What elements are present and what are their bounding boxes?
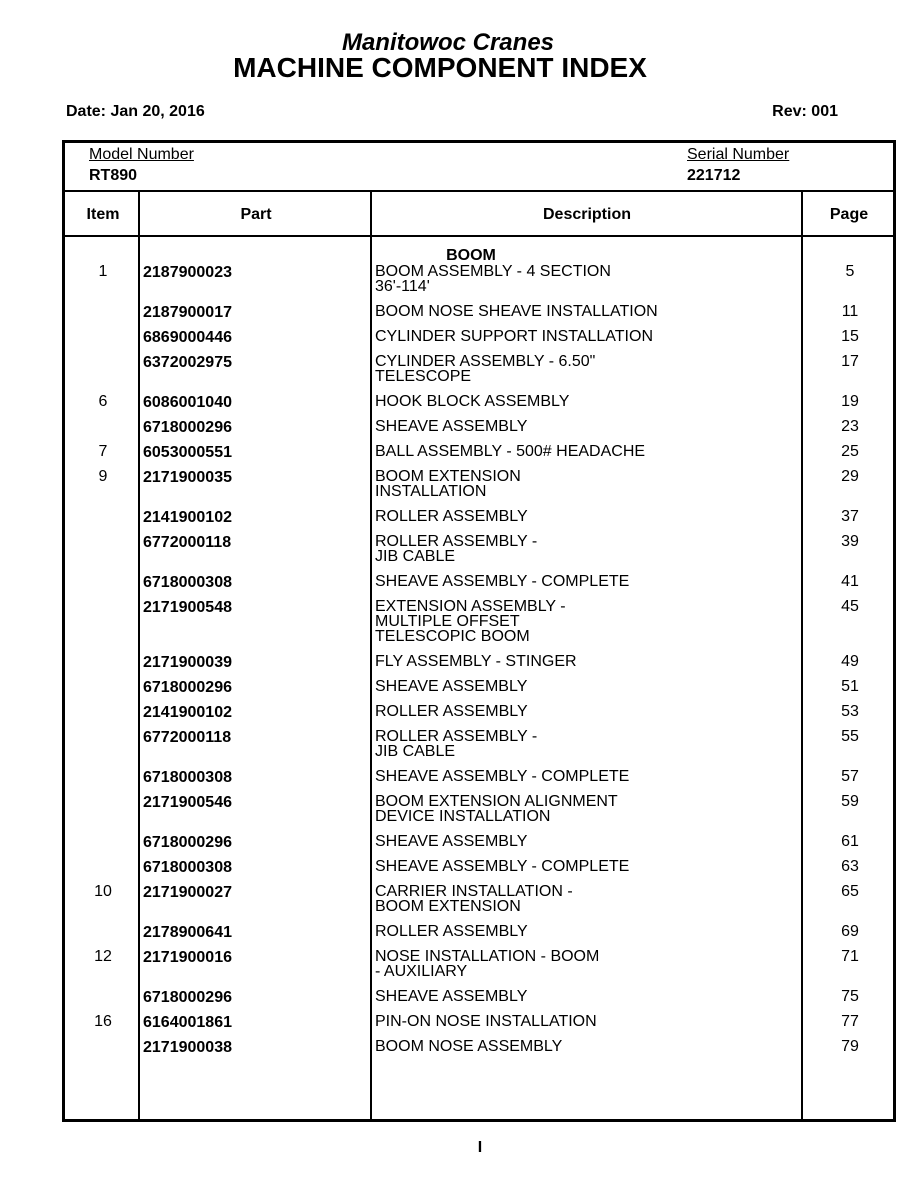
column-header-page: Page bbox=[829, 206, 869, 223]
row-item-number: 16 bbox=[94, 1013, 112, 1030]
row-description bbox=[375, 264, 795, 294]
table-row bbox=[65, 834, 893, 849]
row-page-number: 77 bbox=[841, 1013, 859, 1030]
column-header-item: Item bbox=[86, 206, 120, 223]
row-page-number: 37 bbox=[841, 508, 859, 525]
row-description-line: BALL ASSEMBLY - 500# HEADACHE bbox=[375, 443, 646, 460]
section-heading bbox=[65, 248, 893, 264]
row-description bbox=[375, 949, 795, 979]
table-row bbox=[65, 1014, 893, 1029]
row-description-line: DEVICE INSTALLATION bbox=[375, 808, 551, 825]
row-description bbox=[375, 654, 795, 669]
row-page-number: 75 bbox=[841, 988, 859, 1005]
row-description-line: HOOK BLOCK ASSEMBLY bbox=[375, 393, 570, 410]
document-title: MACHINE COMPONENT INDEX bbox=[233, 52, 647, 83]
row-description bbox=[375, 989, 795, 1004]
header-divider bbox=[65, 190, 893, 192]
table-row bbox=[65, 949, 893, 979]
row-description-line: BOOM ASSEMBLY - 4 SECTION bbox=[375, 263, 611, 280]
row-description bbox=[375, 329, 795, 344]
row-page-number: 19 bbox=[841, 393, 859, 410]
document-date: Date: Jan 20, 2016 bbox=[66, 103, 205, 120]
row-item-number: 6 bbox=[98, 393, 108, 410]
row-part-number: 6718000308 bbox=[143, 769, 232, 786]
row-description bbox=[375, 924, 795, 939]
table-row bbox=[65, 599, 893, 644]
row-description bbox=[375, 304, 795, 319]
row-part-number: 2171900546 bbox=[143, 794, 232, 811]
row-description-line: BOOM EXTENSION ALIGNMENT bbox=[375, 793, 618, 810]
table-row bbox=[65, 574, 893, 589]
row-description-line: BOOM EXTENSION bbox=[375, 468, 521, 485]
row-description-line: FLY ASSEMBLY - STINGER bbox=[375, 653, 577, 670]
model-number-label: Model Number bbox=[89, 146, 194, 163]
row-item-number: 10 bbox=[94, 883, 112, 900]
row-description-line: JIB CABLE bbox=[375, 743, 456, 760]
row-page-number: 45 bbox=[841, 598, 859, 615]
table-row bbox=[65, 704, 893, 719]
row-part-number: 2171900548 bbox=[143, 599, 232, 616]
row-description bbox=[375, 769, 795, 784]
section-title: BOOM bbox=[446, 247, 496, 264]
row-description bbox=[375, 1014, 795, 1029]
row-description bbox=[375, 794, 795, 824]
row-part-number: 2171900016 bbox=[143, 949, 232, 966]
row-description-line: CYLINDER SUPPORT INSTALLATION bbox=[375, 328, 653, 345]
row-part-number: 2187900023 bbox=[143, 264, 232, 281]
row-description-line: CARRIER INSTALLATION - bbox=[375, 883, 573, 900]
row-part-number: 2171900035 bbox=[143, 469, 232, 486]
row-description-line: SHEAVE ASSEMBLY - COMPLETE bbox=[375, 573, 630, 590]
row-page-number: 53 bbox=[841, 703, 859, 720]
column-header-part: Part bbox=[240, 206, 272, 223]
row-description bbox=[375, 394, 795, 409]
row-part-number: 6718000296 bbox=[143, 834, 232, 851]
row-description bbox=[375, 859, 795, 874]
table-row bbox=[65, 859, 893, 874]
table-row bbox=[65, 354, 893, 384]
row-part-number: 6718000308 bbox=[143, 574, 232, 591]
row-description-line: MULTIPLE OFFSET bbox=[375, 613, 520, 630]
row-description-line: PIN-ON NOSE INSTALLATION bbox=[375, 1013, 597, 1030]
table-row bbox=[65, 654, 893, 669]
row-description bbox=[375, 469, 795, 499]
row-page-number: 41 bbox=[841, 573, 859, 590]
row-part-number: 6372002975 bbox=[143, 354, 232, 371]
table-row bbox=[65, 769, 893, 784]
row-description bbox=[375, 354, 795, 384]
table-row bbox=[65, 679, 893, 694]
row-page-number: 79 bbox=[841, 1038, 859, 1055]
row-part-number: 2171900038 bbox=[143, 1039, 232, 1056]
row-page-number: 71 bbox=[841, 948, 859, 965]
row-part-number: 6164001861 bbox=[143, 1014, 232, 1031]
row-part-number: 6718000296 bbox=[143, 989, 232, 1006]
table-row bbox=[65, 469, 893, 499]
row-description-line: SHEAVE ASSEMBLY - COMPLETE bbox=[375, 858, 630, 875]
row-description-line: ROLLER ASSEMBLY bbox=[375, 508, 528, 525]
row-part-number: 6086001040 bbox=[143, 394, 232, 411]
row-page-number: 5 bbox=[845, 263, 855, 280]
document-revision: Rev: 001 bbox=[772, 103, 838, 120]
row-description bbox=[375, 419, 795, 434]
table-row bbox=[65, 924, 893, 939]
row-page-number: 25 bbox=[841, 443, 859, 460]
row-description bbox=[375, 1039, 795, 1054]
component-index-table bbox=[62, 140, 896, 1122]
table-row bbox=[65, 264, 893, 294]
row-part-number: 2171900027 bbox=[143, 884, 232, 901]
row-part-number: 6053000551 bbox=[143, 444, 232, 461]
table-row bbox=[65, 394, 893, 409]
row-description-line: 36'-114' bbox=[375, 278, 430, 295]
row-description-line: TELESCOPIC BOOM bbox=[375, 628, 530, 645]
row-description-line: ROLLER ASSEMBLY - bbox=[375, 728, 538, 745]
table-row bbox=[65, 794, 893, 824]
row-description-line: - AUXILIARY bbox=[375, 963, 468, 980]
row-page-number: 59 bbox=[841, 793, 859, 810]
row-description-line: TELESCOPE bbox=[375, 368, 472, 385]
row-item-number: 9 bbox=[98, 468, 108, 485]
row-part-number: 6718000296 bbox=[143, 679, 232, 696]
row-part-number: 6772000118 bbox=[143, 534, 232, 551]
row-description-line: SHEAVE ASSEMBLY bbox=[375, 678, 528, 695]
serial-number-value: 221712 bbox=[687, 167, 741, 184]
row-description-line: CYLINDER ASSEMBLY - 6.50" bbox=[375, 353, 596, 370]
row-part-number: 6718000308 bbox=[143, 859, 232, 876]
page-number: I bbox=[477, 1139, 483, 1156]
row-description bbox=[375, 574, 795, 589]
table-row bbox=[65, 884, 893, 914]
row-item-number: 1 bbox=[98, 263, 108, 280]
row-description-line: JIB CABLE bbox=[375, 548, 456, 565]
row-page-number: 51 bbox=[841, 678, 859, 695]
serial-number-label: Serial Number bbox=[687, 146, 790, 163]
row-description-line: BOOM NOSE ASSEMBLY bbox=[375, 1038, 563, 1055]
model-number-value: RT890 bbox=[89, 167, 138, 184]
row-page-number: 29 bbox=[841, 468, 859, 485]
row-description-line: SHEAVE ASSEMBLY bbox=[375, 988, 528, 1005]
row-description bbox=[375, 444, 795, 459]
row-description-line: ROLLER ASSEMBLY bbox=[375, 923, 528, 940]
row-description bbox=[375, 679, 795, 694]
row-page-number: 55 bbox=[841, 728, 859, 745]
row-page-number: 17 bbox=[841, 353, 859, 370]
row-description-line: ROLLER ASSEMBLY - bbox=[375, 533, 538, 550]
row-page-number: 57 bbox=[841, 768, 859, 785]
row-part-number: 6772000118 bbox=[143, 729, 232, 746]
row-description-line: BOOM NOSE SHEAVE INSTALLATION bbox=[375, 303, 658, 320]
table-row bbox=[65, 419, 893, 434]
row-item-number: 7 bbox=[98, 443, 108, 460]
row-part-number: 2141900102 bbox=[143, 704, 232, 721]
row-description-line: NOSE INSTALLATION - BOOM bbox=[375, 948, 600, 965]
row-description-line: INSTALLATION bbox=[375, 483, 487, 500]
column-header-divider bbox=[65, 235, 893, 237]
row-part-number: 2171900039 bbox=[143, 654, 232, 671]
row-description bbox=[375, 834, 795, 849]
row-page-number: 65 bbox=[841, 883, 859, 900]
table-row bbox=[65, 729, 893, 759]
row-description bbox=[375, 509, 795, 524]
row-item-number: 12 bbox=[94, 948, 112, 965]
row-description-line: SHEAVE ASSEMBLY bbox=[375, 833, 528, 850]
row-part-number: 2178900641 bbox=[143, 924, 232, 941]
table-row bbox=[65, 444, 893, 459]
row-part-number: 6869000446 bbox=[143, 329, 232, 346]
row-description bbox=[375, 884, 795, 914]
row-part-number: 2141900102 bbox=[143, 509, 232, 526]
table-row bbox=[65, 509, 893, 524]
row-page-number: 15 bbox=[841, 328, 859, 345]
row-page-number: 63 bbox=[841, 858, 859, 875]
row-description bbox=[375, 704, 795, 719]
row-part-number: 2187900017 bbox=[143, 304, 232, 321]
row-description-line: SHEAVE ASSEMBLY - COMPLETE bbox=[375, 768, 630, 785]
row-page-number: 23 bbox=[841, 418, 859, 435]
row-description-line: SHEAVE ASSEMBLY bbox=[375, 418, 528, 435]
row-description bbox=[375, 729, 795, 759]
row-page-number: 49 bbox=[841, 653, 859, 670]
row-description-line: ROLLER ASSEMBLY bbox=[375, 703, 528, 720]
row-part-number: 6718000296 bbox=[143, 419, 232, 436]
table-row bbox=[65, 329, 893, 344]
row-page-number: 11 bbox=[841, 303, 859, 320]
table-row bbox=[65, 1039, 893, 1054]
brand-name: Manitowoc Cranes bbox=[341, 29, 555, 56]
column-header-description: Description bbox=[542, 206, 631, 223]
row-description bbox=[375, 534, 795, 564]
row-page-number: 39 bbox=[841, 533, 859, 550]
row-page-number: 61 bbox=[841, 833, 859, 850]
row-description bbox=[375, 599, 795, 644]
component-rows bbox=[65, 248, 893, 1064]
row-description-line: EXTENSION ASSEMBLY - bbox=[375, 598, 566, 615]
row-page-number: 69 bbox=[841, 923, 859, 940]
row-description-line: BOOM EXTENSION bbox=[375, 898, 521, 915]
table-row bbox=[65, 304, 893, 319]
table-row bbox=[65, 534, 893, 564]
table-row bbox=[65, 989, 893, 1004]
